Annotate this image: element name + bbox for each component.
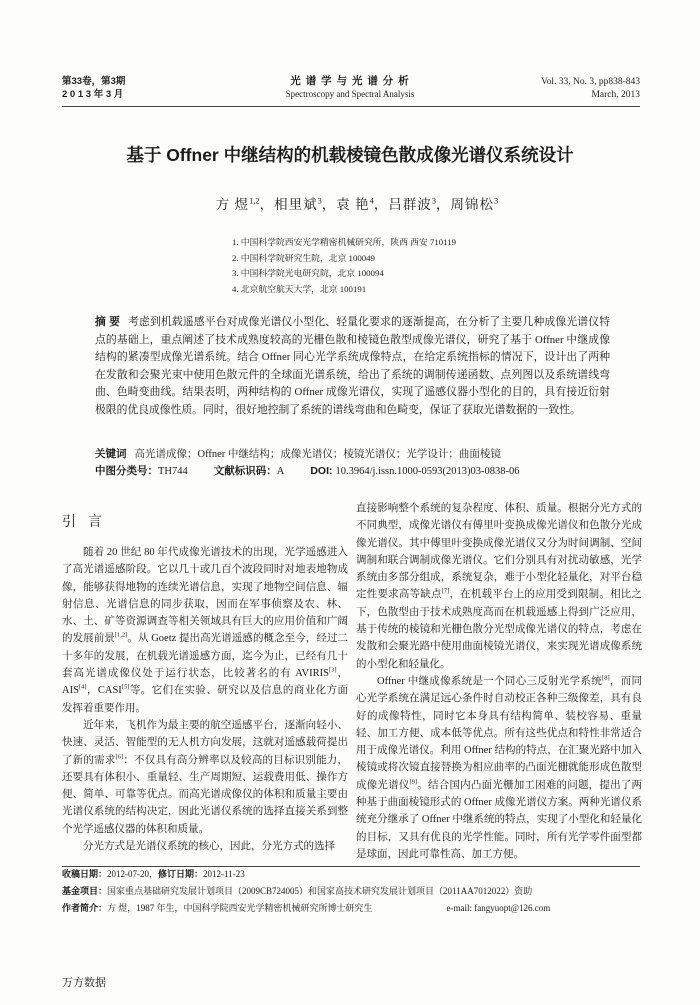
author-name: 相里斌 bbox=[274, 197, 318, 212]
received-label: 收稿日期： bbox=[62, 869, 108, 879]
text-run: 等。它们在实验、研究以及信息的商业化方面发挥着重要作用。 bbox=[62, 685, 348, 714]
clc-value: TH744 bbox=[158, 466, 188, 477]
author-name: 吕群波 bbox=[388, 197, 432, 212]
citation-ref: [7] bbox=[441, 587, 450, 595]
author-affiliation-mark: 3 bbox=[494, 196, 499, 206]
author-affiliation-mark: 4 bbox=[369, 196, 374, 206]
keywords-label: 关键词 bbox=[95, 448, 127, 460]
author-list bbox=[0, 195, 700, 215]
body-paragraph bbox=[62, 717, 348, 838]
author-affiliation-mark: 3 bbox=[431, 196, 437, 206]
doc-code-label: 文献标识码： bbox=[213, 465, 277, 477]
text-run: ，CASI bbox=[86, 685, 122, 697]
citation-ref: [6] bbox=[115, 753, 124, 761]
header-issue-block bbox=[541, 76, 640, 101]
affiliation-item: 1. 中国科学院西安光学精密机械研究所，陕西 西安 710119 bbox=[232, 237, 456, 247]
text-run: ：不仅具有高分辨率以及较高的目标识别能力，还要具有体积小、重量轻、生产周期短、运载费用低、操作方便、简单、可靠等优点。而高光谱成像仪的体积和质量主要由光谱仪系统的结构决定，因此光谱仪系统的选择直接关系到整个光学遥感仪器的体积和质量。 bbox=[62, 754, 349, 835]
body-paragraph bbox=[62, 544, 348, 717]
keywords bbox=[95, 446, 635, 464]
revised-label: 修订日期： bbox=[158, 869, 204, 879]
header-vol-en: Vol. 33, No. 3, pp838-843 bbox=[540, 77, 640, 87]
abstract-text: 考虑到机载遥感平台对成像光谱仪小型化、轻量化要求的逐渐提高，在分析了主要几种成像光谱仪特点的基础上，重点阐述了技术成熟度较高的光栅色散和棱镜色散型成像光谱仪，研究了基于 Offner 中继成像结构的紧凑型成像光谱系统。结合 Offner 同心光学系统成像特点，在给定系统指标的情况下，设计出了两种在发散和会聚光束中使用色散元件的全球面光谱系统，给出了系统的调制传递函数、点列图以及系统谱线弯曲、色畸变曲线。结果表明，两种结构的 Offner 成像光谱仪，实现了遥感仪器小型化的目的，具有接近衍射极限的优良成像性质。同时，很好地控制了系统的谱线弯曲和色畸变，保证了获取光谱数据的一致性。 bbox=[95, 316, 611, 416]
received-date: 2012-07-20， bbox=[107, 869, 159, 879]
revised-date: 2012-11-23 bbox=[203, 869, 245, 879]
source-watermark: 万方数据 bbox=[62, 977, 106, 989]
abstract-label: 摘 要 bbox=[95, 316, 121, 328]
header-journal-cn: 光 谱 学 与 光 谱 分 析 bbox=[290, 75, 410, 87]
text-run: 近年来，飞机作为最主要的航空遥感平台，逐渐向轻小、快速、灵活、智能型的无人机方向发展，这就对遥感载荷提出了新的需求 bbox=[62, 719, 348, 766]
header-volume: 第33卷，第3期 bbox=[62, 76, 126, 87]
doi-label: DOI: bbox=[310, 465, 336, 477]
author-separator: ， bbox=[373, 197, 389, 212]
header-volume-block bbox=[62, 76, 125, 101]
author-affiliation-mark: 1,2 bbox=[249, 196, 260, 206]
header-journal-block bbox=[200, 75, 500, 100]
keywords-text: 高光谱成像；Offner 中继结构；成像光谱仪；棱镜光谱仪；光学设计；曲面棱镜 bbox=[134, 449, 501, 460]
header-divider bbox=[62, 106, 640, 107]
footnote-bio bbox=[62, 900, 642, 917]
text-run: 分光方式是光谱仪系统的核心，因此，分光方式的选择 bbox=[83, 841, 335, 853]
doc-code-value: A bbox=[276, 466, 285, 477]
author-separator: ， bbox=[321, 197, 337, 212]
author-name: 袁 艳 bbox=[336, 197, 370, 212]
paper-title: 基于 Offner 中继结构的机载棱镜色散成像光谱仪系统设计 bbox=[126, 145, 574, 165]
body-paragraph bbox=[62, 838, 348, 855]
citation-ref: [1,2] bbox=[114, 631, 128, 639]
classification-line bbox=[95, 463, 635, 481]
text-run: 随着 20 世纪 80 年代成像光谱技术的出现，光学遥感进入了高光谱遥感阶段。它以几十或几百个波段同时对地表地物成像，能够获得地物的连续光谱信息，实现了地物空间信息、辐射信息、光谱信息的同步获取，因而在军事侦察及农、林、水、土、矿等资源调查等相关领域具有巨大的应用价值和广阔的发展前景 bbox=[62, 547, 348, 645]
citation-ref: [5] bbox=[121, 683, 130, 691]
bio-label: 作者简介： bbox=[62, 903, 108, 913]
clc-label: 中图分类号： bbox=[95, 465, 158, 477]
body-column-right bbox=[356, 500, 642, 863]
section-heading-intro: 引 言 bbox=[62, 513, 106, 529]
fund-label: 基金项目： bbox=[62, 886, 108, 896]
text-run: 。从 Goetz 提出高光谱遥感的概念至今，经过二十多年的发展，在机载光谱遥感方面，迄今为止，已经有几十套高光谱成像仪处于运行状态，比较著名的有 AVIRIS bbox=[62, 633, 348, 680]
citation-ref: [3] bbox=[328, 666, 337, 674]
header-date-cn: 2 0 1 3 年 3 月 bbox=[62, 88, 124, 100]
body-paragraph bbox=[356, 673, 642, 863]
author-name: 方 煜 bbox=[215, 197, 250, 212]
bio-text: 方 煜，1987 年生，中国科学院西安光学精密机械研究所博士研究生 bbox=[107, 903, 373, 913]
text-run: ，AIS bbox=[62, 668, 348, 697]
footnote-fund bbox=[62, 883, 642, 900]
affiliation-list bbox=[232, 235, 456, 297]
author-affiliation-mark: 3 bbox=[317, 196, 322, 206]
citation-ref: [9] bbox=[409, 778, 418, 786]
body-paragraph bbox=[356, 500, 642, 673]
affiliation-item: 3. 中国科学院光电研究院，北京 100094 bbox=[232, 268, 384, 279]
citation-ref: [8] bbox=[602, 674, 610, 682]
fund-text: 国家重点基础研究发展计划项目（2009CB724005）和国家高技术研究发展计划项目（2011AA7012022）资助 bbox=[107, 886, 533, 896]
affiliation-item: 4. 北京航空航天大学，北京 100191 bbox=[232, 283, 367, 294]
body-column-left bbox=[62, 544, 348, 855]
author-separator: ， bbox=[436, 197, 451, 212]
text-run: ，在机载平台上的应用受到限制。相比之下，色散型由于技术成熟度高而在机载遥感上得到广泛应用，基于传统的棱镜和光栅色散分光型成像光谱仪的特点，考虑在发散和会聚光路中使用曲面棱镜光谱仪，来实现光谱成像系统的小型化和轻量化。 bbox=[356, 589, 643, 670]
header-journal-en: Spectroscopy and Spectral Analysis bbox=[285, 89, 415, 99]
citation-ref: [4] bbox=[78, 683, 87, 691]
text-run: ，而同心光学系统在满足远心条件时自动校正各种三级像差，具有良好的成像特性，同时它本身具有结构简单、装校容易、重量轻、加工方便、成本低等优点。所有这些优点和特性非常适合用于成像光谱仪。利用 Offner 结构的特点，在汇聚光路中加入棱镜或将次镜直接替换为相应曲率的凸面光栅就能形成色散型成像光谱仪 bbox=[356, 675, 643, 791]
footnote-dates bbox=[62, 866, 642, 883]
author-separator: ， bbox=[259, 197, 275, 212]
affiliation-item: 2. 中国科学院研究生院，北京 100049 bbox=[232, 252, 375, 263]
text-run: 。结合国内凸面光栅加工困难的问题，提出了两种基于曲面棱镜形式的 Offner 成像光谱仪方案。两种光谱仪系统充分继承了 Offner 中继系统的特点，实现了小型化和轻量化的目标，又具有优良的光学性能。同时，所有光学零件面型都是球面，因此可靠性高、加工方便。 bbox=[356, 779, 643, 860]
text-run: 直接影响整个系统的复杂程度、体积、质量。根据分光方式的不同典型，成像光谱仪有傅里叶变换成像光谱仪和色散分光成像光谱仪。其中傅里叶变换成像光谱仪又分为时间调制、空间调制和联合调制成像光谱仪。它们分别具有对扰动敏感，光学系统由多部分组成，系统复杂，难于小型化轻量化，对平台稳定性要求高等缺点 bbox=[356, 503, 642, 601]
header-date-en: March, 2013 bbox=[591, 89, 640, 100]
footnotes bbox=[62, 866, 642, 917]
author-email: e-mail: fangyuopt@126.com bbox=[446, 903, 551, 913]
abstract bbox=[95, 314, 610, 419]
author-name: 周锦松 bbox=[450, 197, 495, 212]
text-run: Offner 中继成像系统是一个同心三反射光学系统 bbox=[377, 675, 603, 687]
doi-value: 10.3964/j.issn.1000-0593(2013)03-0838-06 bbox=[335, 466, 520, 477]
